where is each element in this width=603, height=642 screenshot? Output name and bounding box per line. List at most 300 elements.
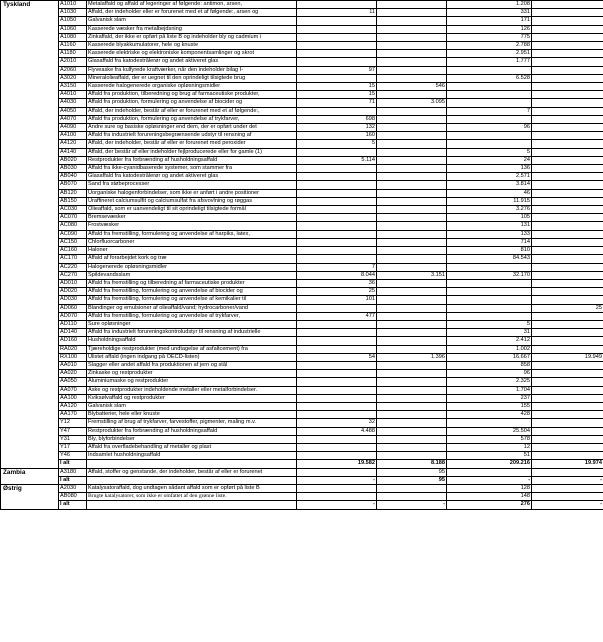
table-row: [1, 320, 603, 328]
value-cell-4: [532, 115, 603, 123]
value-cell-4: [532, 132, 603, 140]
table-row: [1, 33, 603, 41]
description-cell: Affald, der indeholder, består af eller er forurenet med et af følgende:,: [87, 107, 297, 115]
value-cell-1: 8.044: [297, 271, 377, 279]
table-row: [1, 329, 603, 337]
description-cell: Metalaffald og affald af legeringer af følgende: antimon, arsen,: [87, 1, 297, 9]
value-cell-2: [377, 361, 447, 369]
description-cell: Andre sure og basiske opløsninger end dem, der er opført under det: [87, 124, 297, 132]
value-cell-3: 128: [447, 484, 532, 492]
value-cell-2: [377, 304, 447, 312]
value-cell-2: [377, 165, 447, 173]
value-cell-2: [377, 402, 447, 410]
value-cell-2: [377, 394, 447, 402]
value-cell-2: [377, 50, 447, 58]
value-cell-2: [377, 386, 447, 394]
empty-description-cell: [87, 476, 297, 484]
value-cell-3: 237: [447, 394, 532, 402]
value-cell-1: [297, 25, 377, 33]
waste-code-cell: AA170: [59, 411, 87, 419]
value-cell-4: [532, 255, 603, 263]
waste-code-cell: A1050: [59, 17, 87, 25]
value-cell-2: [377, 419, 447, 427]
value-cell-3: [447, 263, 532, 271]
value-cell-4: [532, 484, 603, 492]
waste-code-cell: AB150: [59, 197, 87, 205]
country-cell: Tyskland: [1, 1, 59, 469]
value-cell-1: [297, 484, 377, 492]
value-cell-2: [377, 238, 447, 246]
value-cell-1: [297, 1, 377, 9]
value-cell-2: [377, 107, 447, 115]
table-row: [1, 312, 603, 320]
value-cell-2: [377, 197, 447, 205]
value-cell-1: [297, 148, 377, 156]
value-cell-3: 1.002: [447, 345, 532, 353]
waste-code-cell: AC080: [59, 222, 87, 230]
value-cell-4: [532, 443, 603, 451]
value-cell-2: [377, 378, 447, 386]
value-cell-2: [377, 411, 447, 419]
description-cell: Kasserede halogenerede organiske opløsningsmidler: [87, 83, 297, 91]
value-cell-3: 24: [447, 156, 532, 164]
waste-code-cell: AA120: [59, 402, 87, 410]
description-cell: Affald fra industrielt forureningskontroludstyr til rensning af industrielle: [87, 329, 297, 337]
value-cell-3: [447, 99, 532, 107]
description-cell: Spildevandsslam: [87, 271, 297, 279]
waste-code-cell: A4140: [59, 148, 87, 156]
table-row: [1, 165, 603, 173]
table-row: [1, 189, 603, 197]
waste-code-cell: AD010: [59, 279, 87, 287]
table-row: [1, 173, 603, 181]
value-cell-2: [377, 17, 447, 25]
description-cell: Affald fra fremstilling, formulering og anvendelse af harpiks, latex,: [87, 230, 297, 238]
value-cell-4: 19.949: [532, 353, 603, 361]
value-cell-3: 3.276: [447, 206, 532, 214]
waste-code-cell: A4100: [59, 132, 87, 140]
value-cell-2: [377, 230, 447, 238]
value-cell-3: 428: [447, 411, 532, 419]
waste-code-cell: AC270: [59, 271, 87, 279]
value-cell-3: [447, 66, 532, 74]
value-cell-2: [377, 1, 447, 9]
value-cell-4: [532, 247, 603, 255]
value-cell-2: [377, 173, 447, 181]
value-cell-1: 71: [297, 99, 377, 107]
table-row: [1, 304, 603, 312]
waste-code-cell: AC160: [59, 247, 87, 255]
table-row: [1, 361, 603, 369]
description-cell: Chlorfluorcarboner: [87, 238, 297, 246]
value-cell-2: [377, 58, 447, 66]
description-cell: Tjæreholdige restprodukter (med undtagelse af asfaltcement) fra: [87, 345, 297, 353]
value-cell-4: [532, 107, 603, 115]
table-row: [1, 99, 603, 107]
description-cell: Kasserede blyakkumulatorer, hele og knuste: [87, 42, 297, 50]
value-cell-1: 36: [297, 279, 377, 287]
waste-code-cell: AD110: [59, 320, 87, 328]
table-row: [1, 148, 603, 156]
waste-code-cell: A3180: [59, 468, 87, 476]
value-cell-4: [532, 58, 603, 66]
value-cell-4: [532, 361, 603, 369]
value-cell-4: [532, 435, 603, 443]
waste-code-cell: A1010: [59, 1, 87, 9]
table-row: [1, 230, 603, 238]
total-value-3: -: [447, 476, 532, 484]
value-cell-1: [297, 50, 377, 58]
value-cell-1: [297, 468, 377, 476]
value-cell-3: [447, 296, 532, 304]
value-cell-3: 5: [447, 320, 532, 328]
description-cell: Zinkaffald, der ikke er opført på liste B og indeholder bly og cadmium i: [87, 33, 297, 41]
value-cell-2: [377, 132, 447, 140]
empty-description-cell: [87, 501, 297, 509]
table-row: [1, 132, 603, 140]
value-cell-4: [532, 386, 603, 394]
waste-code-cell: A3020: [59, 74, 87, 82]
value-cell-1: [297, 452, 377, 460]
description-cell: Glasaffald fra katodestrålerør og andet aktiveret glas: [87, 58, 297, 66]
description-cell: Bly, blyforbindelser: [87, 435, 297, 443]
value-cell-2: [377, 66, 447, 74]
value-cell-1: [297, 17, 377, 25]
description-cell: Uorganiske halogenforbindelser, som ikke er anført i andre positioner: [87, 189, 297, 197]
description-cell: Affald af forarbejdet kork og træ: [87, 255, 297, 263]
description-cell: Affald fra produktion, formulering og anvendelse af biocider og: [87, 99, 297, 107]
value-cell-4: [532, 263, 603, 271]
value-cell-1: [297, 411, 377, 419]
table-row: [1, 156, 603, 164]
waste-code-cell: A4120: [59, 140, 87, 148]
value-cell-2: [377, 435, 447, 443]
total-row: [1, 501, 603, 509]
value-cell-4: [532, 50, 603, 58]
value-cell-3: 131: [447, 222, 532, 230]
description-cell: Glasaffald fra katodestrålerør og andet aktiveret glas: [87, 173, 297, 181]
table-row: [1, 443, 603, 451]
value-cell-3: 84.543: [447, 255, 532, 263]
value-cell-3: 2.951: [447, 50, 532, 58]
table-row: [1, 484, 603, 492]
value-cell-2: [377, 247, 447, 255]
value-cell-1: [297, 58, 377, 66]
value-cell-3: 810: [447, 247, 532, 255]
waste-code-cell: AD140: [59, 329, 87, 337]
waste-code-cell: A2060: [59, 66, 87, 74]
value-cell-4: [532, 402, 603, 410]
value-cell-1: [297, 181, 377, 189]
table-row: [1, 370, 603, 378]
value-cell-2: [377, 296, 447, 304]
description-cell: Kasserede væsker fra metalbejdsning: [87, 25, 297, 33]
value-cell-1: 25: [297, 288, 377, 296]
value-cell-3: 46: [447, 189, 532, 197]
table-row: [1, 468, 603, 476]
value-cell-4: [532, 296, 603, 304]
value-cell-4: [532, 124, 603, 132]
waste-code-cell: AA070: [59, 386, 87, 394]
value-cell-1: 101: [297, 296, 377, 304]
waste-code-cell: A1080: [59, 33, 87, 41]
waste-code-cell: A2030: [59, 484, 87, 492]
value-cell-2: 3.095: [377, 99, 447, 107]
table-row: [1, 402, 603, 410]
table-row: [1, 288, 603, 296]
value-cell-1: [297, 206, 377, 214]
value-cell-3: 51: [447, 452, 532, 460]
value-cell-3: 2.571: [447, 173, 532, 181]
value-cell-3: 1.777: [447, 58, 532, 66]
table-row: [1, 337, 603, 345]
table-row: [1, 206, 603, 214]
value-cell-3: [447, 468, 532, 476]
waste-code-cell: A4030: [59, 99, 87, 107]
table-row: [1, 353, 603, 361]
description-cell: Affald, der består af eller indeholder fejlproducerede eller for gamle (1): [87, 148, 297, 156]
value-cell-3: 96: [447, 124, 532, 132]
value-cell-1: [297, 255, 377, 263]
waste-code-cell: AC170: [59, 255, 87, 263]
value-cell-4: [532, 329, 603, 337]
waste-code-cell: RA020: [59, 345, 87, 353]
table-row: [1, 222, 603, 230]
value-cell-4: [532, 370, 603, 378]
description-cell: Affald, stoffer og genstande, der indeholder, består af eller er forurenet: [87, 468, 297, 476]
total-value-4: -: [532, 501, 603, 509]
value-cell-2: [377, 345, 447, 353]
description-cell: Kasserede elektriske og elektroniske komponentsamlinger og skrot: [87, 50, 297, 58]
value-cell-2: [377, 493, 447, 501]
waste-code-cell: Y46: [59, 452, 87, 460]
value-cell-2: 1.396: [377, 353, 447, 361]
description-cell: Affald fra fremstilling, formulering og anvendelse af biocider og: [87, 288, 297, 296]
value-cell-3: 12: [447, 443, 532, 451]
value-cell-1: 4.488: [297, 427, 377, 435]
description-cell: Bremsevæsker: [87, 214, 297, 222]
value-cell-3: 32.170: [447, 271, 532, 279]
description-cell: Brugte katalysatorer, som ikke er omfattet af den grønne liste.: [87, 493, 297, 501]
waste-code-cell: Y31: [59, 435, 87, 443]
description-cell: Affald fra ikke-cyanidbaserede systemer, som stammer fra: [87, 165, 297, 173]
value-cell-2: [377, 329, 447, 337]
waste-code-cell: AC150: [59, 238, 87, 246]
table-row: [1, 419, 603, 427]
value-cell-1: [297, 173, 377, 181]
value-cell-3: 3.814: [447, 181, 532, 189]
table-row: [1, 493, 603, 501]
value-cell-4: [532, 148, 603, 156]
value-cell-3: 2.412: [447, 337, 532, 345]
waste-code-cell: AA010: [59, 361, 87, 369]
value-cell-2: [377, 279, 447, 287]
value-cell-4: [532, 1, 603, 9]
description-cell: Affald fra overfladebehandling af metaller og plast: [87, 443, 297, 451]
waste-code-cell: AA100: [59, 394, 87, 402]
value-cell-3: 6.528: [447, 74, 532, 82]
waste-code-cell: A4090: [59, 124, 87, 132]
waste-code-cell: A1180: [59, 50, 87, 58]
table-row: [1, 255, 603, 263]
value-cell-2: [377, 9, 447, 17]
value-cell-1: [297, 189, 377, 197]
table-row: [1, 115, 603, 123]
value-cell-4: [532, 271, 603, 279]
table-row: [1, 394, 603, 402]
value-cell-3: 2.325: [447, 378, 532, 386]
value-cell-3: 155: [447, 402, 532, 410]
value-cell-4: [532, 173, 603, 181]
table-row: [1, 9, 603, 17]
table-row: [1, 452, 603, 460]
value-cell-4: [532, 33, 603, 41]
value-cell-1: [297, 378, 377, 386]
country-cell: Østrig: [1, 484, 59, 509]
value-cell-4: [532, 189, 603, 197]
waste-code-cell: AA050: [59, 378, 87, 386]
value-cell-1: [297, 402, 377, 410]
value-cell-4: [532, 230, 603, 238]
value-cell-1: [297, 320, 377, 328]
table-row: [1, 91, 603, 99]
value-cell-4: [532, 156, 603, 164]
value-cell-4: [532, 493, 603, 501]
value-cell-4: [532, 394, 603, 402]
value-cell-4: [532, 320, 603, 328]
value-cell-4: [532, 66, 603, 74]
value-cell-2: [377, 115, 447, 123]
value-cell-1: [297, 493, 377, 501]
value-cell-3: 2.788: [447, 42, 532, 50]
value-cell-1: 160: [297, 132, 377, 140]
country-cell: Zambia: [1, 468, 59, 484]
description-cell: Blybatterier, hele eller knuste: [87, 411, 297, 419]
description-cell: Galvanisk slam: [87, 17, 297, 25]
value-cell-2: [377, 74, 447, 82]
description-cell: Mineralolieaffald, der er uegnet til den oprindeligt tilsigtede brug: [87, 74, 297, 82]
waste-code-cell: A4070: [59, 115, 87, 123]
description-cell: Affald fra produktion, formulering og anvendelse af trykfarver,: [87, 115, 297, 123]
table-row: [1, 386, 603, 394]
value-cell-3: 96: [447, 370, 532, 378]
waste-code-cell: AB040: [59, 173, 87, 181]
table-row: [1, 42, 603, 50]
value-cell-1: [297, 74, 377, 82]
value-cell-4: [532, 181, 603, 189]
waste-code-cell: A1060: [59, 25, 87, 33]
value-cell-1: [297, 247, 377, 255]
value-cell-1: [297, 230, 377, 238]
value-cell-3: 775: [447, 33, 532, 41]
value-cell-3: [447, 132, 532, 140]
description-cell: Affald fra fremstilling, formulering og anvendelse af kemikalier til: [87, 296, 297, 304]
value-cell-4: [532, 337, 603, 345]
waste-code-cell: AB030: [59, 165, 87, 173]
table-row: [1, 427, 603, 435]
total-value-2: -: [377, 501, 447, 509]
value-cell-2: [377, 312, 447, 320]
value-cell-1: [297, 42, 377, 50]
waste-code-cell: A2010: [59, 58, 87, 66]
description-cell: Olieaffald, som er uanvendeligt til sit oprindeligt tilsigtede formål: [87, 206, 297, 214]
value-cell-2: [377, 91, 447, 99]
table-row: [1, 345, 603, 353]
value-cell-4: [532, 140, 603, 148]
total-value-1: -: [297, 476, 377, 484]
value-cell-1: [297, 222, 377, 230]
value-cell-1: [297, 443, 377, 451]
value-cell-4: [532, 238, 603, 246]
description-cell: Affald fra industrielt forureningsbegrænsende udstyr til rensning af: [87, 132, 297, 140]
description-cell: Slagger eller andet affald fra produktionen af jern og stål: [87, 361, 297, 369]
value-cell-2: 95: [377, 468, 447, 476]
value-cell-3: [447, 115, 532, 123]
description-cell: Galvanisk slam: [87, 402, 297, 410]
waste-code-cell: AD070: [59, 312, 87, 320]
waste-code-cell: AB020: [59, 156, 87, 164]
description-cell: Affald fra fremstilling, formulering og anvendelse af trykfarver,: [87, 312, 297, 320]
waste-code-cell: A4050: [59, 107, 87, 115]
value-cell-2: [377, 189, 447, 197]
waste-code-cell: AC030: [59, 206, 87, 214]
table-row: [1, 25, 603, 33]
table-row: [1, 378, 603, 386]
total-value-4: 19.974: [532, 460, 603, 468]
table-row: [1, 124, 603, 132]
waste-code-cell: AC090: [59, 230, 87, 238]
waste-code-cell: AC220: [59, 263, 87, 271]
value-cell-2: [377, 222, 447, 230]
empty-description-cell: [87, 460, 297, 468]
value-cell-4: 25: [532, 304, 603, 312]
value-cell-1: [297, 370, 377, 378]
value-cell-4: [532, 197, 603, 205]
value-cell-2: [377, 124, 447, 132]
waste-code-cell: A1160: [59, 42, 87, 50]
description-cell: Flyveaske fra kulfyrede kraftværker, når den indeholder bilag I-: [87, 66, 297, 74]
value-cell-3: [447, 279, 532, 287]
value-cell-3: 171: [447, 17, 532, 25]
value-cell-1: 97: [297, 66, 377, 74]
value-cell-3: [447, 83, 532, 91]
waste-code-cell: AB070: [59, 181, 87, 189]
value-cell-4: [532, 83, 603, 91]
value-cell-1: [297, 345, 377, 353]
value-cell-1: 7: [297, 263, 377, 271]
value-cell-1: 5: [297, 140, 377, 148]
value-cell-3: 105: [447, 214, 532, 222]
value-cell-3: 7: [447, 107, 532, 115]
value-cell-1: [297, 197, 377, 205]
description-cell: Haloner: [87, 247, 297, 255]
table-row: [1, 140, 603, 148]
value-cell-1: [297, 238, 377, 246]
value-cell-3: [447, 312, 532, 320]
value-cell-2: [377, 320, 447, 328]
total-value-4: -: [532, 476, 603, 484]
waste-code-cell: AA020: [59, 370, 87, 378]
description-cell: Katalysatoraffald, dog undtagen sådant affald som er opført på liste B: [87, 484, 297, 492]
table-row: [1, 1, 603, 9]
value-cell-3: 31: [447, 329, 532, 337]
value-cell-3: [447, 419, 532, 427]
description-cell: Restprodukter fra forbrænding af husholdningsaffald: [87, 427, 297, 435]
table-row: [1, 263, 603, 271]
value-cell-3: 16.667: [447, 353, 532, 361]
value-cell-4: [532, 378, 603, 386]
description-cell: Affald, der indeholder, består af eller er forurenet med peroxider: [87, 140, 297, 148]
